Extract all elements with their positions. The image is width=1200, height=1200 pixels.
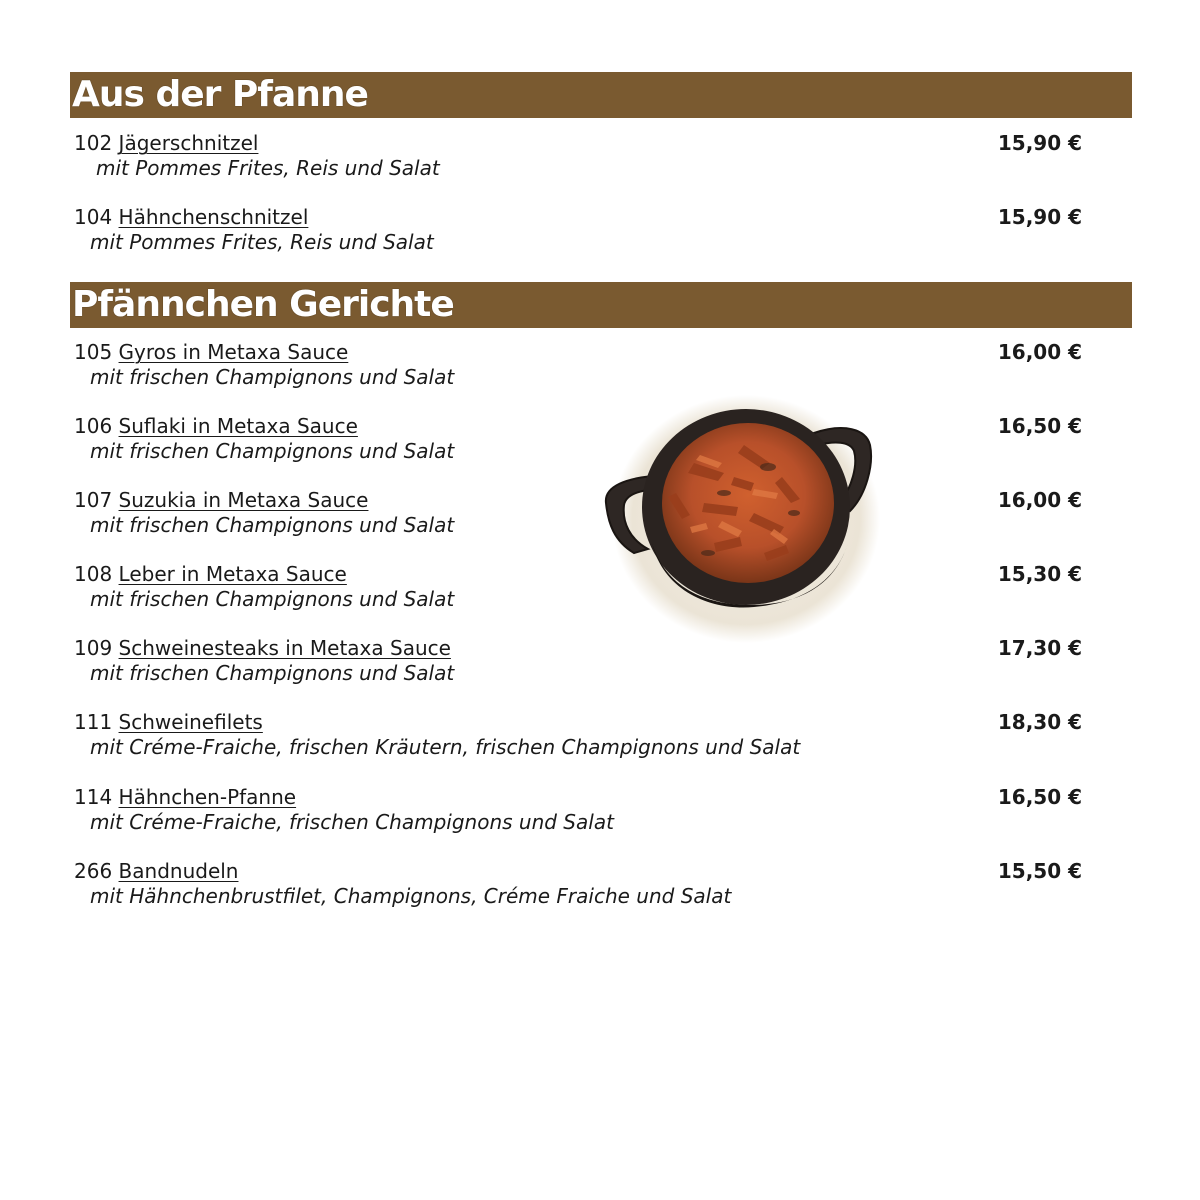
item-name: Hähnchen-Pfanne [118, 785, 297, 809]
item-description: mit Créme-Fraiche, frischen Kräutern, frischen Champignons und Salat [90, 735, 801, 759]
item-description: mit frischen Champignons und Salat [90, 661, 455, 685]
item-number: 108 [74, 562, 113, 586]
item-description: mit Pommes Frites, Reis und Salat [90, 230, 434, 254]
menu-item [74, 488, 1084, 548]
item-number: 104 [74, 205, 113, 229]
item-name: Suzukia in Metaxa Sauce [118, 488, 369, 512]
item-number: 106 [74, 414, 113, 438]
menu-item [74, 859, 1084, 919]
item-description: mit Pommes Frites, Reis und Salat [96, 156, 440, 180]
menu-item [74, 710, 1084, 770]
item-price: 15,30 € [997, 562, 1082, 586]
item-name: Suflaki in Metaxa Sauce [118, 414, 358, 438]
item-number: 266 [74, 859, 113, 883]
item-price: 16,50 € [997, 414, 1082, 438]
item-price: 16,00 € [997, 340, 1082, 364]
item-name: Hähnchenschnitzel [118, 205, 309, 229]
menu-item [74, 414, 1084, 474]
item-price: 16,50 € [997, 785, 1082, 809]
item-description: mit Créme-Fraiche, frischen Champignons und Salat [90, 810, 614, 834]
menu-item [74, 205, 1084, 265]
item-description: mit frischen Champignons und Salat [90, 513, 455, 537]
item-description: mit frischen Champignons und Salat [90, 587, 455, 611]
item-description: mit frischen Champignons und Salat [90, 365, 455, 389]
item-number: 114 [74, 785, 113, 809]
item-name: Jägerschnitzel [118, 131, 259, 155]
item-description: mit Hähnchenbrustfilet, Champignons, Créme Fraiche und Salat [90, 884, 732, 908]
menu-item [74, 131, 1084, 191]
gyros-pan-photo [604, 393, 882, 645]
item-description: mit frischen Champignons und Salat [90, 439, 455, 463]
item-number: 102 [74, 131, 113, 155]
item-name: Gyros in Metaxa Sauce [118, 340, 349, 364]
menu-item [74, 785, 1084, 845]
section-title-aus-der-pfanne: Aus der Pfanne [70, 72, 1132, 118]
item-name: Schweinesteaks in Metaxa Sauce [118, 636, 451, 660]
item-number: 105 [74, 340, 113, 364]
menu-item [74, 562, 1084, 622]
item-price: 18,30 € [997, 710, 1082, 734]
item-price: 15,50 € [997, 859, 1082, 883]
sauce-shape [662, 423, 834, 583]
item-price: 15,90 € [997, 131, 1082, 155]
item-name: Schweinefilets [118, 710, 263, 734]
item-price: 15,90 € [997, 205, 1082, 229]
item-price: 17,30 € [997, 636, 1082, 660]
menu-item [74, 636, 1084, 696]
item-name: Leber in Metaxa Sauce [118, 562, 347, 586]
item-number: 107 [74, 488, 113, 512]
item-name: Bandnudeln [118, 859, 239, 883]
menu-item [74, 340, 1084, 400]
section-title-pfaennchen-gerichte: Pfännchen Gerichte [70, 282, 1132, 328]
item-number: 109 [74, 636, 113, 660]
item-price: 16,00 € [997, 488, 1082, 512]
item-number: 111 [74, 710, 113, 734]
